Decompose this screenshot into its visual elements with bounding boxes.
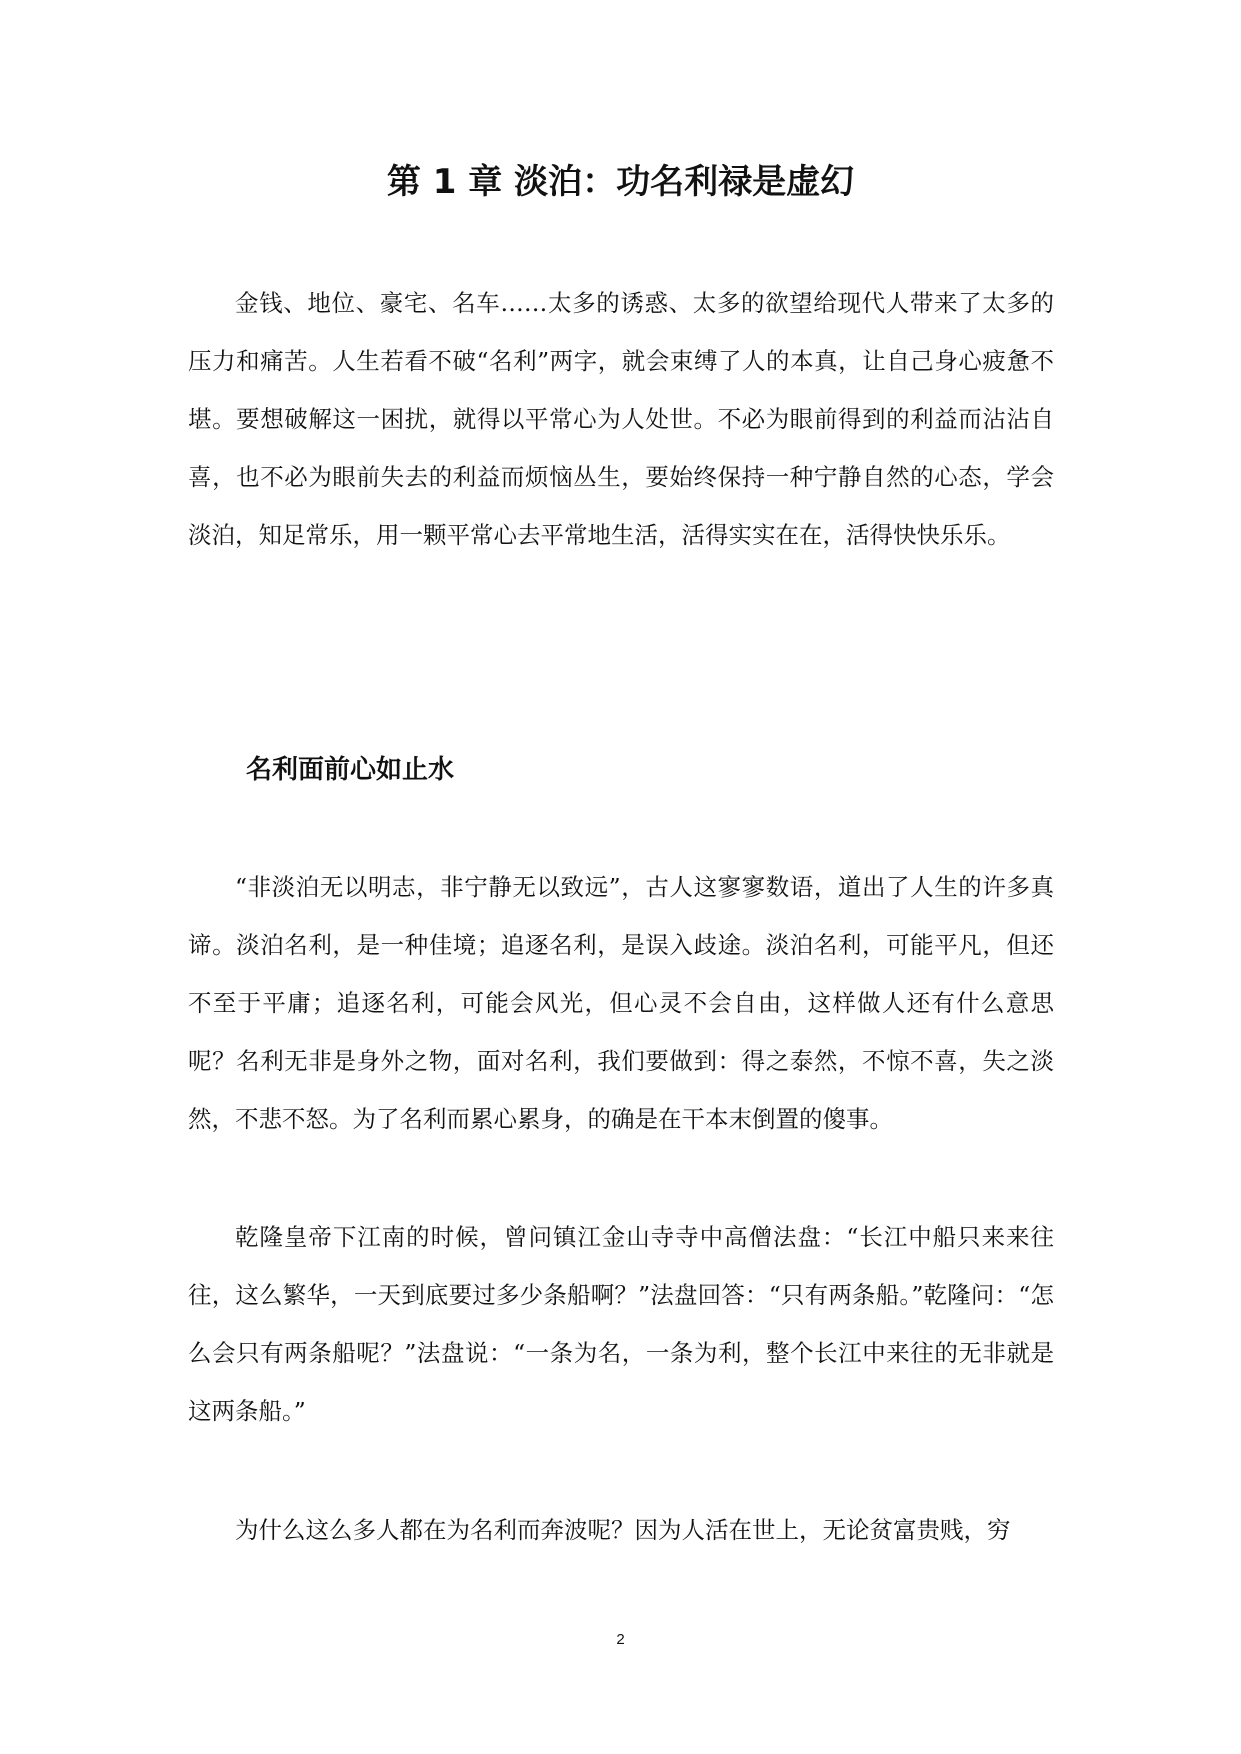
- body-paragraph-2: 乾隆皇帝下江南的时候，曾问镇江金山寺寺中高僧法盘：“长江中船只来来往往，这么繁华，一天到底要过多少条船啊？”法盘回答：“只有两条船。”乾隆问：“怎么会只有两条船呢？”法盘说：“一条为名，一条为利，整个长江中来往的无非就是这两条船。”: [188, 1223, 1054, 1425]
- section-title: 名利面前心如止水: [246, 755, 455, 785]
- intro-paragraph: 金钱、地位、豪宅、名车……太多的诱惑、太多的欲望给现代人带来了太多的压力和痛苦。人生若看不破“名利”两字，就会束缚了人的本真，让自己身心疲惫不堪。要想破解这一困扰，就得以平常心为人处世。不必为眼前得到的利益而沾沾自喜，也不必为眼前失去的利益而烦恼丛生，要始终保持一种宁静自然的心态，学会淡泊，知足常乐，用一颗平常心去平常地生活，活得实实在在，活得快快乐乐。: [188, 289, 1054, 549]
- chapter-title: 第 1 章 淡泊：功名利禄是虚幻: [386, 162, 855, 202]
- body-paragraph-1: “非淡泊无以明志，非宁静无以致远”，古人这寥寥数语，道出了人生的许多真谛。淡泊名利，是一种佳境；追逐名利，是误入歧途。淡泊名利，可能平凡，但还不至于平庸；追逐名利，可能会风光，但心灵不会自由，这样做人还有什么意思呢？名利无非是身外之物，面对名利，我们要做到：得之泰然，不惊不喜，失之淡然，不悲不怒。为了名利而累心累身，的确是在干本末倒置的傻事。: [188, 873, 1054, 1133]
- body-paragraph-3: 为什么这么多人都在为名利而奔波呢？因为人活在世上，无论贫富贵贱，穷: [235, 1516, 1011, 1544]
- page-number: 2: [616, 1631, 625, 1648]
